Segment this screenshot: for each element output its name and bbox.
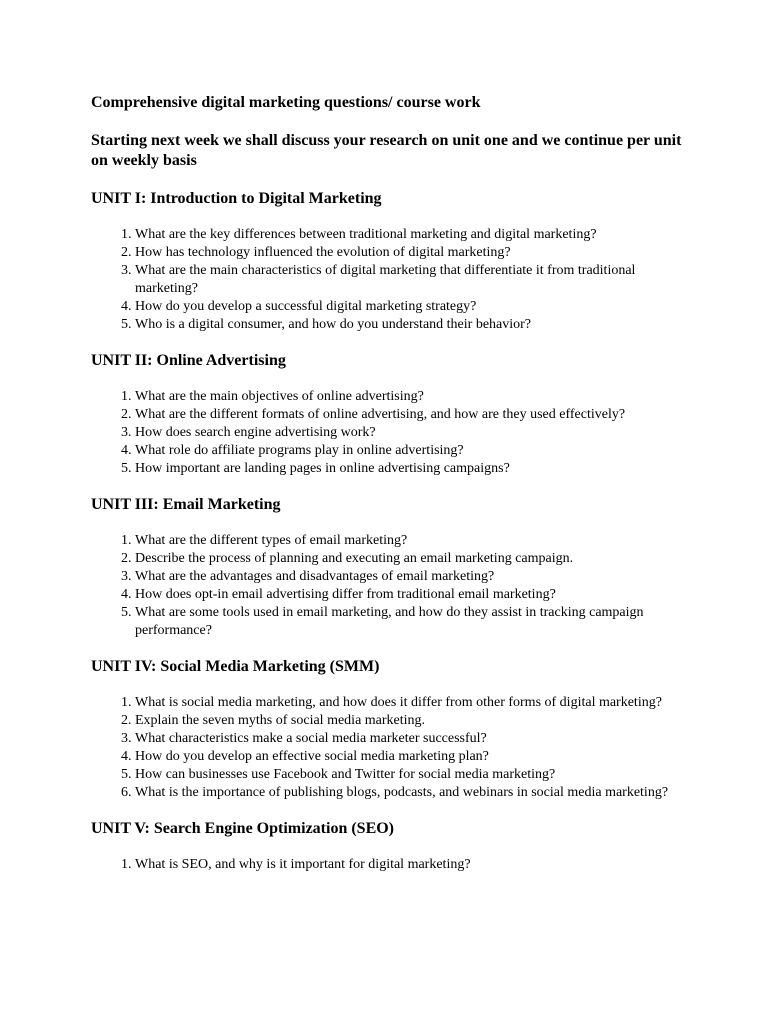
- unit-title: UNIT III: Email Marketing: [91, 496, 281, 513]
- question-item: 5. Who is a digital consumer, and how do you understand their behavior?: [135, 316, 691, 334]
- question-list: [91, 388, 691, 478]
- question-item: 3. What are the advantages and disadvantages of email marketing?: [135, 568, 691, 586]
- question-list: [91, 532, 691, 640]
- unit-title: UNIT V: Search Engine Optimization (SEO): [91, 820, 395, 837]
- question-item: 3. What are the main characteristics of digital marketing that differentiate it from traditional marketing?: [135, 262, 691, 298]
- question-item: 2. What are the different formats of online advertising, and how are they used effectively?: [135, 406, 691, 424]
- unit-title: UNIT II: Online Advertising: [91, 352, 286, 369]
- question-item: 6. What is the importance of publishing blogs, podcasts, and webinars in social media marketing?: [135, 784, 691, 802]
- question-item: 4. How do you develop an effective social media marketing plan?: [135, 748, 691, 766]
- document-title: Comprehensive digital marketing questions/ course work: [91, 94, 481, 111]
- units-container: [91, 189, 691, 874]
- question-list: [91, 694, 691, 802]
- question-list: [91, 856, 691, 874]
- question-item: 4. How does opt-in email advertising differ from traditional email marketing?: [135, 586, 691, 604]
- question-item: 3. What characteristics make a social media marketer successful?: [135, 730, 691, 748]
- unit-title: UNIT IV: Social Media Marketing (SMM): [91, 658, 380, 675]
- question-item: 1. What are the main objectives of online advertising?: [135, 388, 691, 406]
- question-item: 5. How important are landing pages in online advertising campaigns?: [135, 460, 691, 478]
- question-item: 1. What are the different types of email marketing?: [135, 532, 691, 550]
- question-item: 1. What are the key differences between traditional marketing and digital marketing?: [135, 226, 691, 244]
- question-item: 4. What role do affiliate programs play in online advertising?: [135, 442, 691, 460]
- question-item: 2. Explain the seven myths of social media marketing.: [135, 712, 691, 730]
- document-intro: Starting next week we shall discuss your research on unit one and we continue per unit on weekly basis: [91, 132, 682, 169]
- question-item: 2. Describe the process of planning and executing an email marketing campaign.: [135, 550, 691, 568]
- question-item: 5. What are some tools used in email marketing, and how do they assist in tracking campaign performance?: [135, 604, 691, 640]
- document-page: [91, 93, 691, 891]
- question-item: 3. How does search engine advertising work?: [135, 424, 691, 442]
- question-item: 5. How can businesses use Facebook and Twitter for social media marketing?: [135, 766, 691, 784]
- question-item: 1. What is SEO, and why is it important for digital marketing?: [135, 856, 691, 874]
- question-list: [91, 226, 691, 334]
- question-item: 1. What is social media marketing, and how does it differ from other forms of digital marketing?: [135, 694, 691, 712]
- question-item: 2. How has technology influenced the evolution of digital marketing?: [135, 244, 691, 262]
- unit-title: UNIT I: Introduction to Digital Marketing: [91, 190, 382, 207]
- question-item: 4. How do you develop a successful digital marketing strategy?: [135, 298, 691, 316]
